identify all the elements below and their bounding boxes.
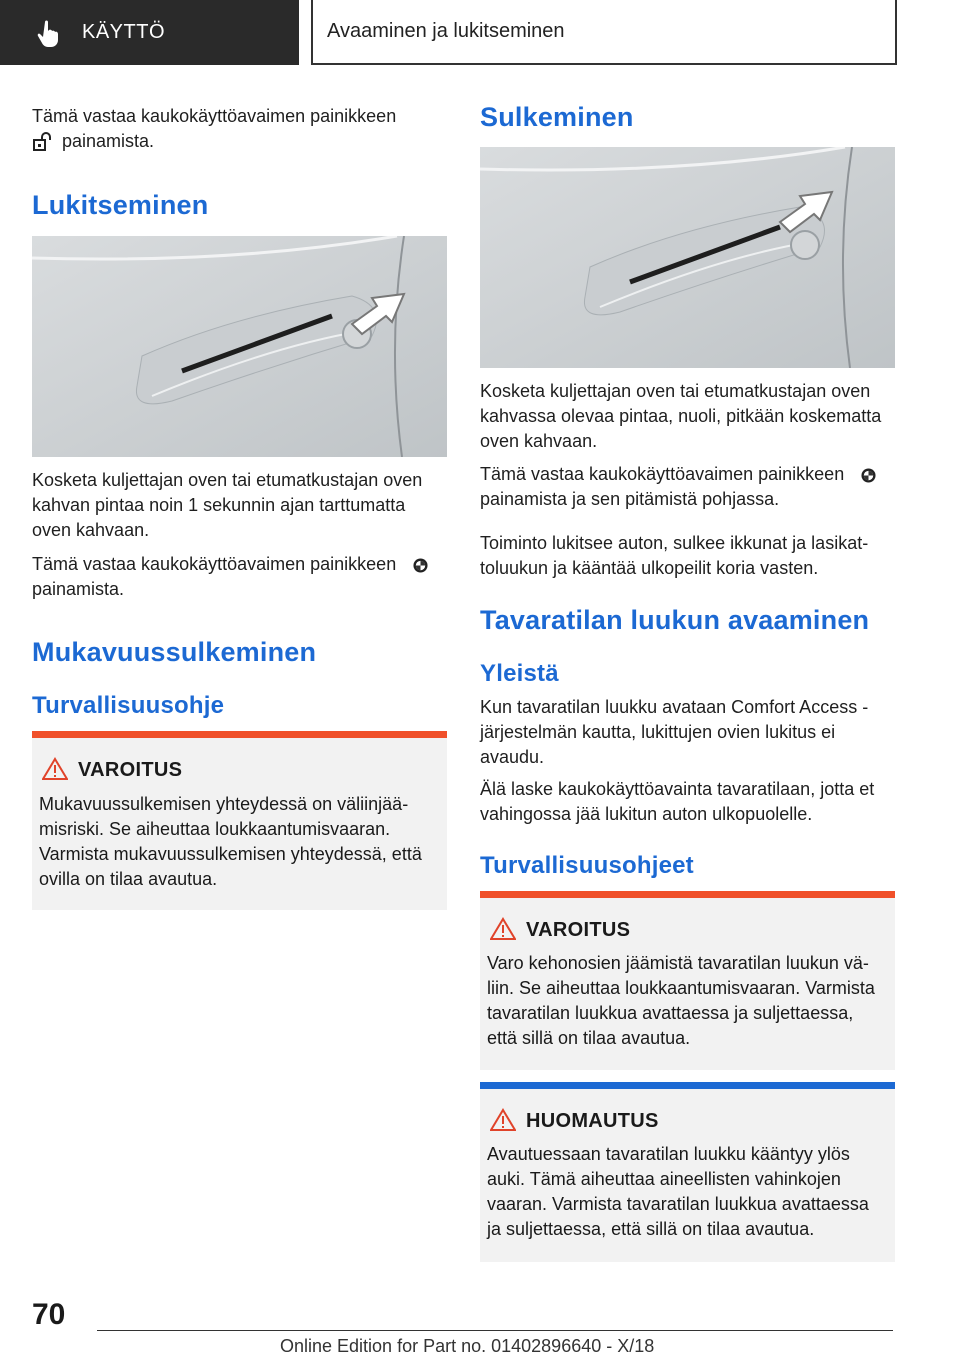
- hand-pointer-icon: [34, 18, 64, 48]
- lock-text-b: painamista.: [32, 579, 125, 599]
- heading-lock: Lukitseminen: [32, 190, 209, 220]
- door-handle-photo: [32, 236, 447, 457]
- warning-box: [32, 731, 447, 910]
- intro-text-a: Tämä vastaa kaukokäyttöavaimen painikkeen: [32, 106, 397, 126]
- warning-triangle-icon: [42, 757, 68, 781]
- lock-paragraph-1: Kosketa kuljettajan oven tai etumatkustajan oven kahvan pintaa noin 1 sekunnin ajan tarttumatta oven kahvaan.: [32, 470, 423, 540]
- heading-general: Yleistä: [480, 660, 559, 687]
- warning-title: VAROITUS: [78, 759, 183, 781]
- close-paragraph-2: [480, 462, 895, 512]
- notice-title: HUOMAUTUS: [526, 1110, 659, 1132]
- close-paragraph-1: Kosketa kuljettajan oven tai etumatkustajan oven kahvassa olevaa pintaa, nuoli, pitkään koskematta oven kahvaan.: [480, 381, 882, 451]
- notice-bar: [480, 1082, 895, 1089]
- section-tab: [0, 0, 299, 65]
- general-paragraph-1: Kun tavaratilan luukku avataan Comfort Access -järjestelmän kautta, lukittujen ovien lukitus ei avaudu.: [480, 697, 869, 767]
- lock-text-a: Tämä vastaa kaukokäyttöavaimen painikkeen: [32, 554, 397, 574]
- notice-text: Avautuessaan tavaratilan luukku kääntyy ylös auki. Tämä aiheuttaa aineellisten vahinkojen vaaran. Varmista tavaratilan luukkua avattaessa ja suljettaessa, että sillä on tilaa avautua.: [487, 1144, 869, 1239]
- unlock-icon: [32, 132, 54, 152]
- chapter-header: [311, 0, 897, 65]
- section-label: KÄYTTÖ: [82, 21, 166, 43]
- page-number: 70: [32, 1298, 66, 1331]
- warning-title: VAROITUS: [526, 919, 631, 941]
- warning-box-2: [480, 891, 895, 1070]
- general-paragraph-2: Älä laske kaukokäyttöavainta tavaratilaan, jotta et vahingossa jää lukitun auton ulkopuolelle.: [480, 779, 875, 824]
- bmw-logo-icon: [413, 558, 428, 573]
- notice-box: [480, 1082, 895, 1262]
- close-text-b: painamista ja sen pitämistä pohjassa.: [480, 489, 780, 509]
- warning-text: Varo kehonosien jäämistä tavaratilan luukun vä-liin. Se aiheuttaa loukkaantumisvaaran. Varmista tavaratilan luukkua avattaessa ja suljettaessa, että sillä on tilaa avautua.: [487, 953, 875, 1048]
- heading-trunk-open: Tavaratilan luukun avaaminen: [480, 605, 870, 635]
- lock-paragraph-2: [32, 552, 447, 602]
- close-paragraph-3: Toiminto lukitsee auton, sulkee ikkunat ja lasikat-toluukun ja kääntää ulkopeilit koria vasten.: [480, 533, 869, 578]
- heading-safety-note: Turvallisuusohje: [32, 692, 225, 719]
- footer-divider: [97, 1330, 893, 1331]
- footer-edition: Online Edition for Part no. 01402896640 - X/18: [280, 1336, 655, 1356]
- intro-text-b: painamista.: [62, 131, 155, 151]
- warning-bar: [32, 731, 447, 738]
- warning-bar: [480, 891, 895, 898]
- close-text-a: Tämä vastaa kaukokäyttöavaimen painikkeen: [480, 464, 845, 484]
- bmw-logo-icon: [861, 468, 876, 483]
- intro-paragraph: [32, 104, 447, 154]
- warning-triangle-icon: [490, 917, 516, 941]
- heading-close: Sulkeminen: [480, 102, 634, 132]
- warning-text: Mukavuussulkemisen yhteydessä on väliinjää-misriski. Se aiheuttaa loukkaantumisvaaran. Varmista mukavuussulkemisen yhteydessä, että ovilla on tilaa avautua.: [39, 794, 422, 889]
- door-handle-photo-2: [480, 147, 895, 368]
- heading-comfort-close: Mukavuussulkeminen: [32, 637, 317, 667]
- warning-triangle-icon: [490, 1108, 516, 1132]
- chapter-title: Avaaminen ja lukitseminen: [327, 20, 565, 42]
- heading-safety-notes: Turvallisuusohjeet: [480, 852, 694, 879]
